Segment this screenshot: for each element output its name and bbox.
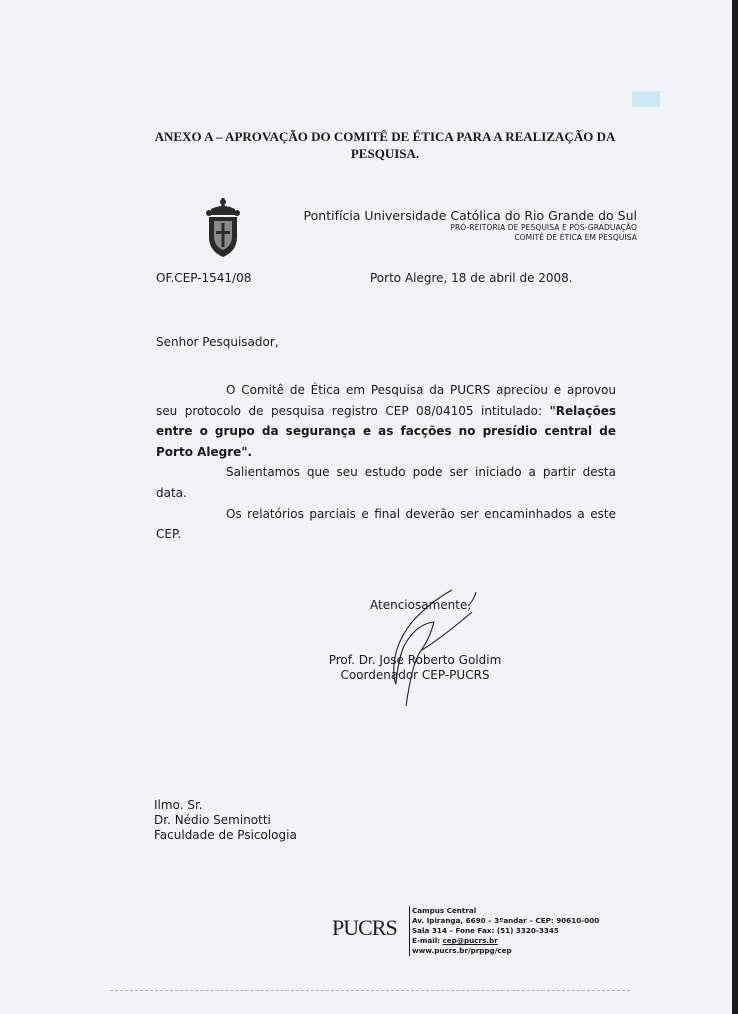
paragraph-approval: O Comitê de Ética em Pesquisa da PUCRS apreciou e aprovou seu protocolo de pesquisa registro CEP 08/04105 intitulado: "Relações entre o grupo da segurança e as facções no presídio central de Porto Alegre". xyxy=(156,383,616,459)
closing: Atenciosamente, xyxy=(370,598,472,612)
address: Av. Ipiranga, 6690 – 3ºandar – CEP: 90610-000 xyxy=(412,916,600,925)
addressee-title: Ilmo. Sr. xyxy=(154,798,203,812)
university-crest-icon xyxy=(203,197,243,259)
footer-contact xyxy=(409,906,599,956)
email-line: E-mail: cep@pucrs.br xyxy=(412,936,498,945)
handwritten-signature xyxy=(360,580,500,715)
signer-name: Prof. Dr. José Roberto Goldim xyxy=(328,653,502,667)
paragraph-reports: Os relatórios parciais e final deverão ser encaminhados a este CEP. xyxy=(156,506,616,542)
letter-body xyxy=(156,380,616,545)
pucrs-logo: PUCRS xyxy=(332,915,397,940)
scan-edge-artifact xyxy=(110,990,630,993)
addressee-block xyxy=(154,798,297,843)
campus-name: Campus Central xyxy=(412,906,477,915)
annex-title: ANEXO A – APROVAÇÃO DO COMITÊ DE ÉTICA PARA A REALIZAÇÃO DA PESQUISA. xyxy=(154,129,616,161)
salutation: Senhor Pesquisador, xyxy=(156,335,279,349)
email-link[interactable]: cep@pucrs.br xyxy=(442,936,498,945)
addressee-name: Dr. Nédio Seminotti xyxy=(154,813,271,827)
committee-name: COMITÊ DE ÉTICA EM PESQUISA xyxy=(514,233,637,242)
website-link[interactable]: www.pucrs.br/prppg/cep xyxy=(412,946,512,955)
signer-block xyxy=(300,653,530,683)
signer-role: Coordenador CEP-PUCRS xyxy=(340,668,490,682)
university-name: Pontifícia Universidade Católica do Rio Grande do Sul xyxy=(303,208,637,223)
paragraph-start: Salientamos que seu estudo pode ser iniciado a partir desta data. xyxy=(156,465,616,500)
letterhead xyxy=(304,208,637,243)
letter-date: Porto Alegre, 18 de abril de 2008. xyxy=(370,271,573,285)
addressee-department: Faculdade de Psicologia xyxy=(154,828,297,842)
scan-artifact xyxy=(632,91,660,107)
office-name: PRÓ-REITORIA DE PESQUISA E PÓS-GRADUAÇÃO xyxy=(450,223,637,232)
reference-number: OF.CEP-1541/08 xyxy=(156,271,252,285)
phone: Sala 314 – Fone Fax: (51) 3320-3345 xyxy=(412,926,559,935)
study-title: "Relações entre o grupo da segurança e as facções no presídio central de Porto Alegre". xyxy=(156,403,616,459)
